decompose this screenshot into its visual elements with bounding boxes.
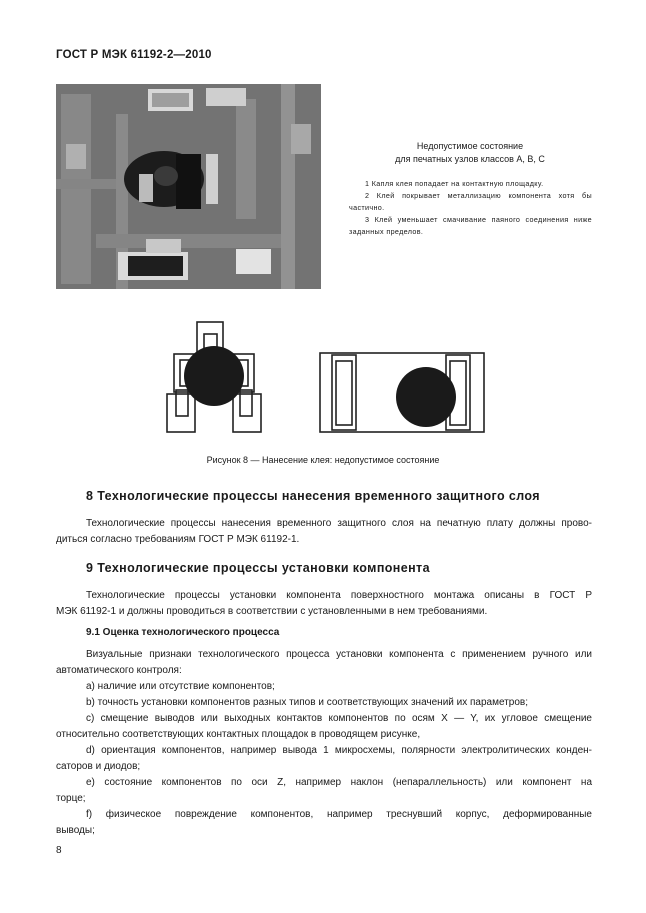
glue-dot-left [184, 346, 244, 406]
sot-glue-diagram [164, 320, 264, 435]
section-8-heading: 8 Технологические процессы нанесения временного защитного слоя [86, 489, 540, 503]
list-item-d-line-1: d) ориентация компонентов, например вывода 1 микросхемы, полярности электролитических конден- [86, 745, 592, 756]
figure-state-title [340, 140, 600, 166]
list-item-f-line-2: выводы; [56, 825, 95, 836]
list-item-e-line-1: e) состояние компонентов по оси Z, например наклон (непараллельность) или компонент на [86, 777, 592, 788]
list-item-c-line-2: относительно соответствующих контактных площадок в проводящем рисунке, [56, 729, 421, 740]
section-9-line-2: МЭК 61192-1 и должны проводиться в соответствии с установленными в нем требованиями. [56, 606, 488, 617]
glue-dot-right [396, 367, 456, 427]
figure-state-title-line1: Недопустимое состояние [416, 141, 524, 151]
section-9-line-1: Технологические процессы установки компонента поверхностного монтажа описаны в ГОСТ Р [86, 590, 592, 601]
section-8-line-2: диться согласно требованиям ГОСТ Р МЭК 61192-1. [56, 534, 300, 545]
page-number: 8 [56, 845, 62, 856]
list-item-a: а) наличие или отсутствие компонентов; [86, 681, 275, 692]
list-item-b: b) точность установки компонентов разных типов и соответствующих значений их параметров; [86, 697, 529, 708]
section-9-1-line-1: Визуальные признаки технологического процесса установки компонента с применением ручного или [86, 649, 592, 660]
section-8-line-1: Технологические процессы нанесения временного защитного слоя на печатную плату должны прово- [86, 518, 592, 529]
chip-glue-diagram [318, 351, 486, 434]
list-item-e-line-2: торце; [56, 793, 86, 804]
document-header: ГОСТ Р МЭК 61192-2—2010 [56, 49, 212, 61]
figure-notes [349, 178, 592, 238]
figure-note-3: 3 Клей уменьшает смачивание паяного соединения ниже заданных пределов. [349, 215, 592, 236]
list-item-c-line-1: c) смещение выводов или выходных контактов компонентов по осям X — Y, их угловое смещение [86, 713, 592, 724]
figure-caption: Рисунок 8 — Нанесение клея: недопустимое состояние [206, 455, 440, 465]
sot-pad-left [167, 394, 195, 432]
sot-pad-right [233, 394, 261, 432]
section-9-heading: 9 Технологические процессы установки компонента [86, 561, 430, 575]
section-9-1-line-2: автоматического контроля: [56, 665, 182, 676]
list-item-f-line-1: f) физическое повреждение компонентов, например треснувший корпус, деформированные [86, 809, 592, 820]
section-9-1-heading: 9.1 Оценка технологического процесса [86, 627, 280, 638]
pcb-photo [56, 84, 321, 289]
figure-note-2: 2 Клей покрывает металлизацию компонента хотя бы частично. [349, 191, 592, 212]
chip-terminal-left [336, 361, 352, 425]
figure-note-1: 1 Капля клея попадает на контактную площадку. [365, 179, 544, 188]
list-item-d-line-2: саторов и диодов; [56, 761, 141, 772]
figure-state-title-line2: для печатных узлов классов А, В, С [395, 154, 545, 164]
